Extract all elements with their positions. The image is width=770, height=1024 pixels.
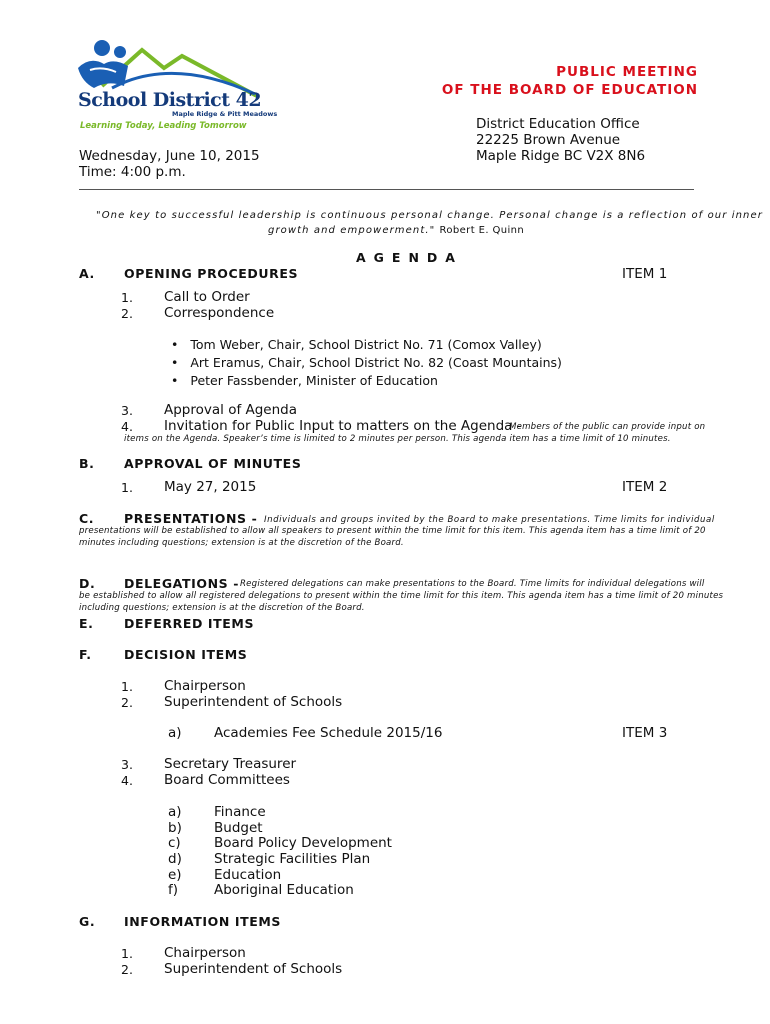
header-divider bbox=[79, 189, 694, 190]
committee-a-text: Finance bbox=[214, 804, 266, 820]
section-g-letter: G. bbox=[79, 914, 96, 929]
agenda-title: AGENDA bbox=[356, 250, 463, 265]
a-item-4-text: Invitation for Public Input to matters on the Agenda - bbox=[164, 418, 522, 434]
a-item-3-num: 3. bbox=[121, 403, 133, 418]
section-b-item-label: ITEM 2 bbox=[622, 479, 668, 495]
a-item-1-num: 1. bbox=[121, 290, 133, 305]
section-f-letter: F. bbox=[79, 647, 92, 662]
address-line-3: Maple Ridge BC V2X 8N6 bbox=[476, 148, 646, 164]
b-item-1-text: May 27, 2015 bbox=[164, 479, 257, 495]
a-item-1-text: Call to Order bbox=[164, 289, 250, 305]
correspondence-bullet-1 bbox=[171, 337, 542, 352]
a-item-3-text: Approval of Agenda bbox=[164, 402, 298, 418]
f-item-1-text: Chairperson bbox=[164, 678, 246, 694]
d-note-2: be established to allow all registered delegations to present within the time limit for this item. This agenda item has a time limit of 20 minutes bbox=[79, 591, 724, 601]
bullet-dot-icon: • bbox=[171, 337, 179, 352]
section-a-title: OPENING PROCEDURES bbox=[124, 266, 299, 281]
f-item-2-num: 2. bbox=[121, 695, 133, 710]
committee-b-text: Budget bbox=[214, 820, 263, 836]
section-d-letter: D. bbox=[79, 576, 96, 591]
section-b-letter: B. bbox=[79, 456, 95, 471]
f-item-1-num: 1. bbox=[121, 679, 133, 694]
section-f-title: DECISION ITEMS bbox=[124, 647, 248, 662]
bullet-dot-icon: • bbox=[171, 373, 179, 388]
title-line-1: PUBLIC MEETING bbox=[556, 64, 698, 80]
f-item-4-num: 4. bbox=[121, 773, 133, 788]
a-item-4-note-1: Members of the public can provide input on bbox=[509, 422, 706, 432]
quote-author: Robert E. Quinn bbox=[439, 225, 525, 236]
section-a-item-label: ITEM 1 bbox=[622, 266, 668, 282]
logo-subtitle: Maple Ridge & Pitt Meadows bbox=[172, 110, 278, 118]
c-note-1: Individuals and groups invited by the Board to make presentations. Time limits for individual bbox=[264, 515, 715, 525]
address-line-2: 22225 Brown Avenue bbox=[476, 132, 621, 148]
section-g-title: INFORMATION ITEMS bbox=[124, 914, 282, 929]
section-a-letter: A. bbox=[79, 266, 95, 281]
section-c-title: PRESENTATIONS - bbox=[124, 511, 258, 526]
logo-name: School District 42 bbox=[78, 89, 262, 111]
g-item-2-num: 2. bbox=[121, 962, 133, 977]
meeting-time: Time: 4:00 p.m. bbox=[79, 164, 186, 180]
correspondence-bullet-2 bbox=[171, 355, 562, 370]
title-line-2: OF THE BOARD OF EDUCATION bbox=[441, 82, 698, 98]
a-item-2-text: Correspondence bbox=[164, 305, 275, 321]
f-item-3-text: Secretary Treasurer bbox=[164, 756, 297, 772]
d-note-3: including questions; extension is at the discretion of the Board. bbox=[79, 603, 365, 613]
section-b-title: APPROVAL OF MINUTES bbox=[124, 456, 302, 471]
correspondence-bullet-3 bbox=[171, 373, 438, 388]
bullet-text: Tom Weber, Chair, School District No. 71 (Comox Valley) bbox=[190, 337, 542, 352]
quote-line-1: "One key to successful leadership is continuous personal change. Personal change is a reflection of our inner bbox=[96, 210, 763, 221]
section-e-letter: E. bbox=[79, 616, 94, 631]
committee-a-letter: a) bbox=[168, 804, 182, 820]
committee-d-text: Strategic Facilities Plan bbox=[214, 851, 371, 867]
address-line-1: District Education Office bbox=[476, 116, 640, 132]
quote-line-2 bbox=[268, 222, 524, 237]
section-f-item-label: ITEM 3 bbox=[622, 725, 668, 741]
a-item-4-note-2: items on the Agenda. Speaker’s time is limited to 2 minutes per person. This agenda item has a time limit of 10 minutes. bbox=[124, 434, 671, 444]
a-item-2-num: 2. bbox=[121, 306, 133, 321]
committee-b-letter: b) bbox=[168, 820, 182, 836]
c-note-2: presentations will be established to allow all speakers to present within the time limit for this item. This agenda item has a time limit of 20 bbox=[79, 526, 706, 536]
bullet-text: Art Eramus, Chair, School District No. 82 (Coast Mountains) bbox=[190, 355, 562, 370]
committee-f-text: Aboriginal Education bbox=[214, 882, 354, 898]
bullet-dot-icon: • bbox=[171, 355, 179, 370]
section-d-title: DELEGATIONS - bbox=[124, 576, 239, 591]
c-note-3: minutes including questions; extension is at the discretion of the Board. bbox=[79, 538, 404, 548]
bullet-text: Peter Fassbender, Minister of Education bbox=[190, 373, 438, 388]
d-note-1: Registered delegations can make presentations to the Board. Time limits for individual delegations will bbox=[240, 579, 705, 589]
committee-d-letter: d) bbox=[168, 851, 182, 867]
logo-tagline: Learning Today, Leading Tomorrow bbox=[80, 121, 247, 131]
a-item-4-num: 4. bbox=[121, 419, 133, 434]
meeting-date: Wednesday, June 10, 2015 bbox=[79, 148, 260, 164]
committee-c-letter: c) bbox=[168, 835, 181, 851]
b-item-1-num: 1. bbox=[121, 480, 133, 495]
committee-e-letter: e) bbox=[168, 867, 182, 883]
section-e-title: DEFERRED ITEMS bbox=[124, 616, 255, 631]
g-item-2-text: Superintendent of Schools bbox=[164, 961, 343, 977]
f-item-3-num: 3. bbox=[121, 757, 133, 772]
section-c-letter: C. bbox=[79, 511, 95, 526]
committee-e-text: Education bbox=[214, 867, 282, 883]
committee-f-letter: f) bbox=[168, 882, 179, 898]
committee-c-text: Board Policy Development bbox=[214, 835, 392, 851]
g-item-1-num: 1. bbox=[121, 946, 133, 961]
school-district-logo bbox=[72, 38, 278, 133]
f-sub-a-letter: a) bbox=[168, 725, 182, 741]
f-item-2-text: Superintendent of Schools bbox=[164, 694, 343, 710]
f-sub-a-text: Academies Fee Schedule 2015/16 bbox=[214, 725, 443, 741]
f-item-4-text: Board Committees bbox=[164, 772, 290, 788]
g-item-1-text: Chairperson bbox=[164, 945, 246, 961]
quote-text-end: growth and empowerment." bbox=[268, 225, 436, 236]
